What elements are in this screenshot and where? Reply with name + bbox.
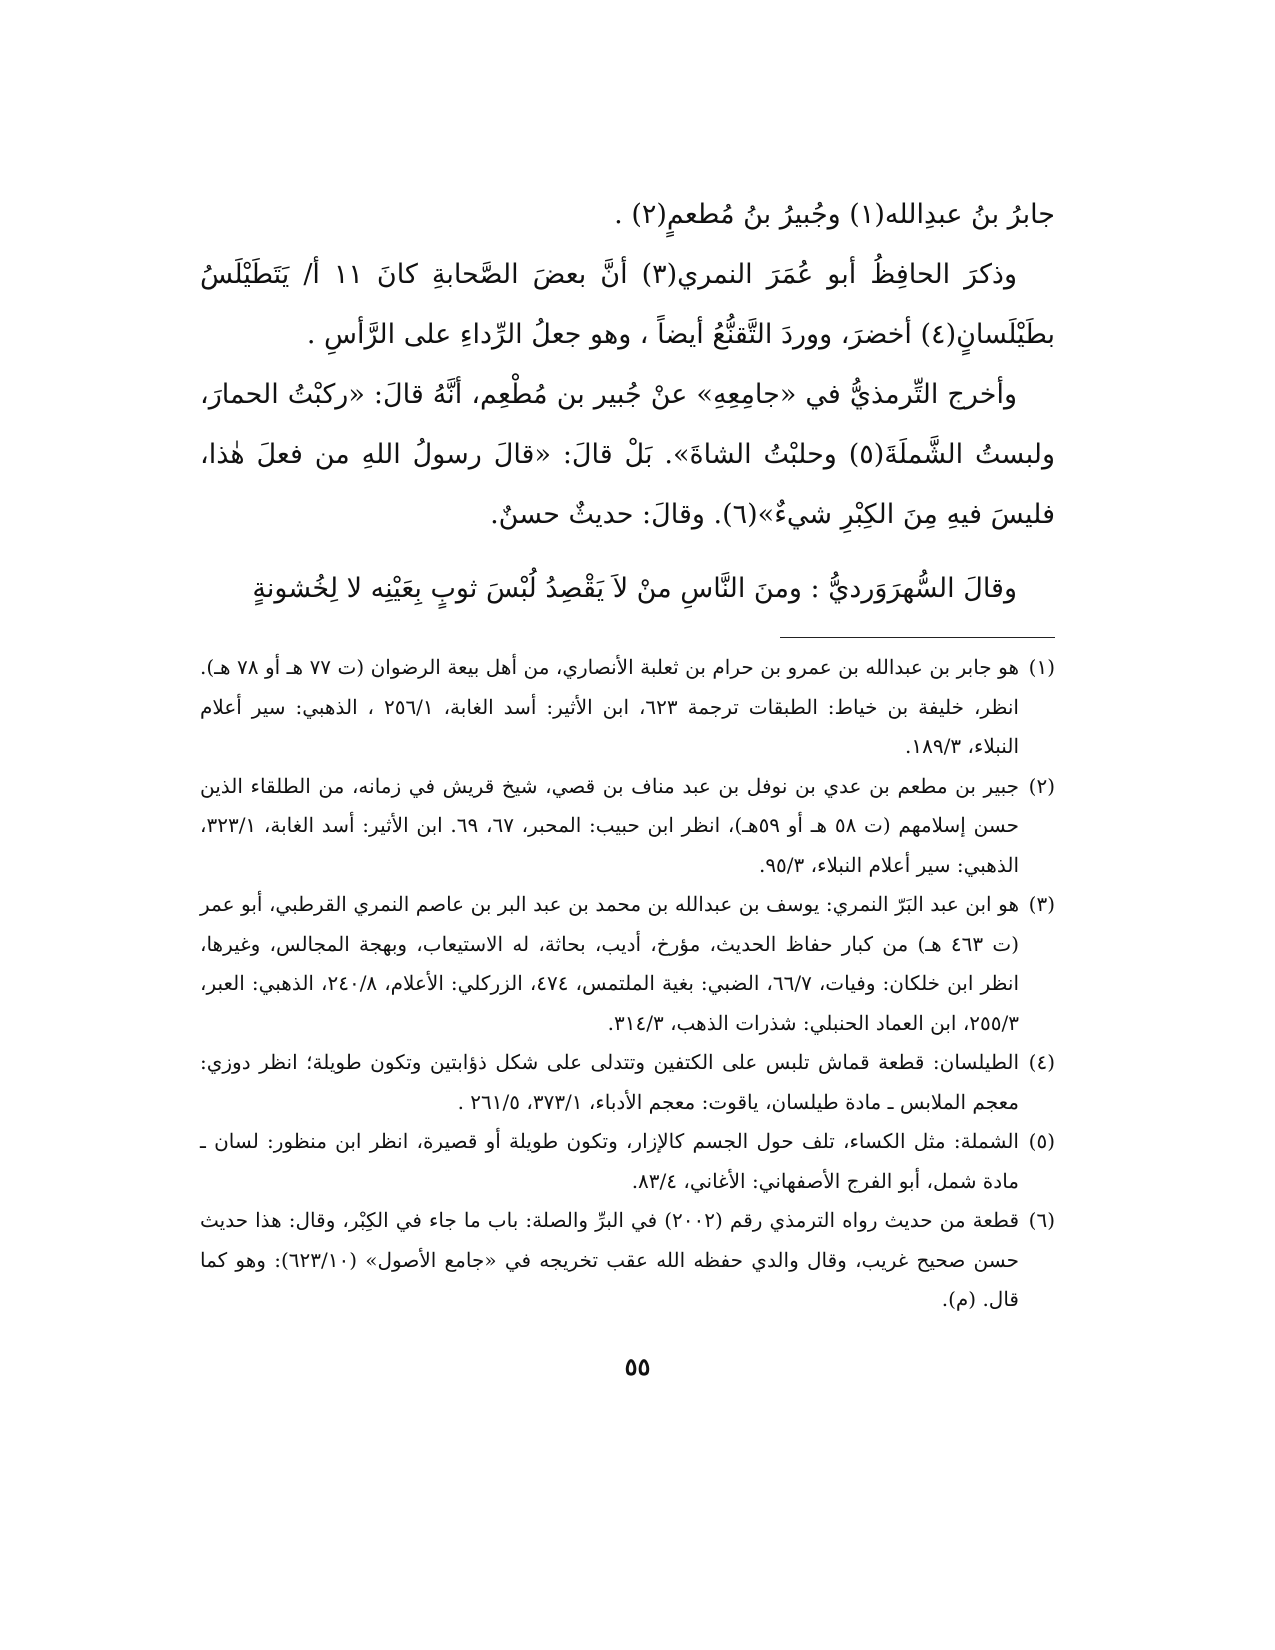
footnote-number: (٢) <box>1028 773 1055 798</box>
footnote-1 <box>200 648 1055 767</box>
footnote-3 <box>200 885 1055 1043</box>
footnote-6 <box>200 1201 1055 1320</box>
footnotes <box>200 648 1055 1320</box>
footnote-number: (٥) <box>1028 1129 1055 1153</box>
footnote-text: هو ابن عبد البَرّ النمري: يوسف بن عبدالله بن محمد بن عبد البر بن عاصم النمري القرطبي، أبو عمر (ت ٤٦٣ هـ) من كبار حفاظ الحديث، مؤرخ، أديب، بحاثة، له الاستيعاب، وبهجة المجالس، وغيرها، انظر ابن خلكان: وفيات، ٦٦/٧، الضبي: بغية الملتمس، ٤٧٤، الزركلي: الأعلام، ٢٤٠/٨، الذهبي: العبر، ٢٥٥/٣، ابن العماد الحنبلي: شذرات الذهب، ٣١٤/٣. <box>200 892 1020 1035</box>
footnote-number: (٤) <box>1028 1050 1055 1074</box>
footnote-text: الطيلسان: قطعة قماش تلبس على الكتفين وتتدلى على شكل ذؤابتين وتكون طويلة؛ انظر دوزي: معجم الملابس ـ مادة طيلسان، ياقوت: معجم الأدباء، ٣٧٣/١، ٢٦١/٥ . <box>200 1050 1019 1114</box>
footnote-text: قطعة من حديث رواه الترمذي رقم (٢٠٠٢) في البرِّ والصلة: باب ما جاء في الكِبْر، وقال: هذا حديث حسن صحيح غريب، وقال والدي حفظه الله عقب تخريجه في «جامع الأصول» (٦٢٣/١٠): وهو كما قال. (م). <box>200 1208 1020 1311</box>
body-paragraph-1: جابرُ بنُ عبدِالله(١) وجُبيرُ بنُ مُطعمٍ(٢) . <box>614 199 1055 230</box>
footnote-number: (١) <box>1028 655 1055 679</box>
footnote-text: جبير بن مطعم بن عدي بن نوفل بن عبد مناف بن قصي، شيخ قريش في زمانه، من الطلقاء الذين حسن إسلامهم (ت ٥٨ هـ أو ٥٩هـ)، انظر ابن حبيب: المحبر، ٦٧، ٦٩. ابن الأثير: أسد الغابة، ٣٢٣/١، الذهبي: سير أعلام النبلاء، ٩٥/٣. <box>200 773 1020 877</box>
body-paragraph-3: وأخرج التِّرمذيُّ في «جامِعِهِ» عنْ جُبير بن مُطْعِم، أنَّهُ قالَ: «ركبْتُ الحمارَ، ولبستُ الشَّملَةَ(٥) وحلبْتُ الشاةَ». بَلْ قالَ: «قالَ رسولُ اللهِ من فعلَ هٰذا، فليسَ فيهِ مِنَ الكِبْرِ شيءٌ»(٦). وقالَ: حديثٌ حسنٌ. <box>200 379 1055 530</box>
body-paragraph-4: وقالَ السُّهرَوَرديُّ : ومنَ النَّاسِ منْ لاَ يَقْصِدُ لُبْسَ ثوبٍ بِعَيْنِه لا لِخُشونةٍ <box>252 573 1017 604</box>
footnote-5 <box>200 1122 1055 1201</box>
body-paragraph-2: وذكرَ الحافِظُ أبو عُمَرَ النمري(٣) أنَّ بعضَ الصَّحابةِ كانَ ١١ أ/ يَتَطَيْلَسُ بطَيْلَسانٍ(٤) أخضرَ، ووردَ التَّقنُّعُ أيضاً ، وهو جعلُ الرِّداءِ على الرَّأسِ . <box>200 259 1055 350</box>
footnote-text: الشملة: مثل الكساء، تلف حول الجسم كالإزار، وتكون طويلة أو قصيرة، انظر ابن منظور: لسان ـ مادة شمل، أبو الفرج الأصفهاني: الأغاني، ٨٣/٤. <box>200 1129 1019 1193</box>
main-text <box>200 185 1055 619</box>
footnote-number: (٦) <box>1028 1208 1055 1232</box>
footnote-2 <box>200 767 1055 886</box>
footnote-number: (٣) <box>1028 892 1055 916</box>
footnote-text: هو جابر بن عبدالله بن عمرو بن حرام بن ثعلبة الأنصاري، من أهل بيعة الرضوان (ت ٧٧ هـ أو ٧٨ هـ). انظر، خليفة بن خياط: الطبقات ترجمة ٦٢٣، ابن الأثير: أسد الغابة، ٢٥٦/١ ، الذهبي: سير أعلام النبلاء، ١٨٩/٣. <box>200 655 1019 758</box>
footnote-4 <box>200 1043 1055 1122</box>
footnote-separator <box>780 637 1055 638</box>
page-content <box>200 185 1055 1320</box>
page-number: ٥٥ <box>624 1352 651 1381</box>
